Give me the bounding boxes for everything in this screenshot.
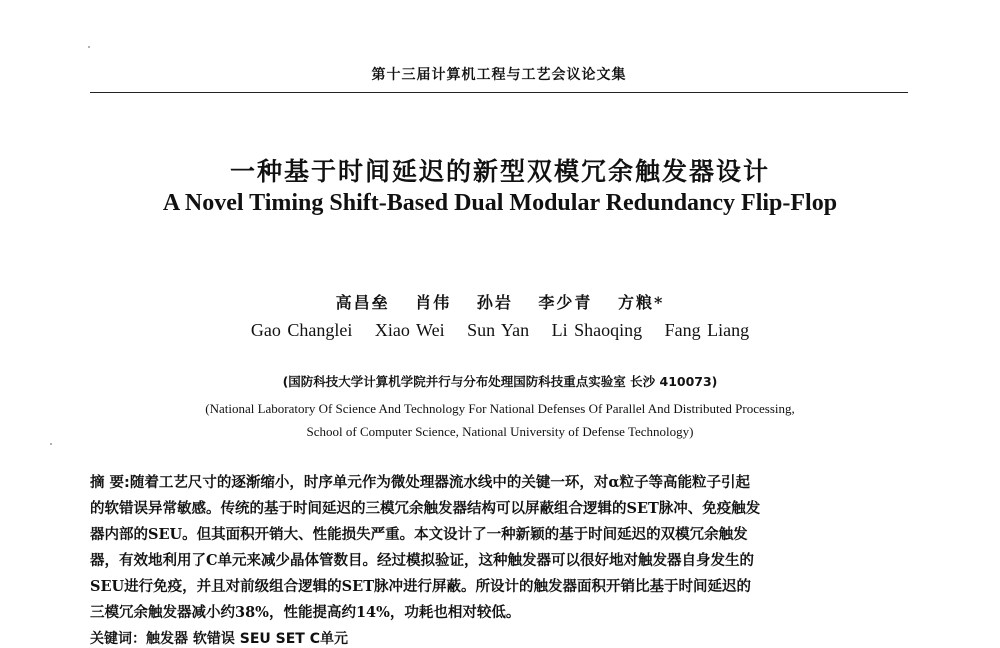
abstract-line: 三模冗余触发器减小约38%，性能提高约14%，功耗也相对较低。 <box>90 604 521 621</box>
abstract-line: 摘 要:随着工艺尺寸的逐渐缩小，时序单元作为微处理器流水线中的关键一环，对α粒子等高能粒子引起 <box>90 474 751 491</box>
authors-english <box>0 320 1000 341</box>
title-english: A Novel Timing Shift-Based Dual Modular Redundancy Flip-Flop <box>162 190 838 216</box>
abstract-line: SEU进行免疫，并且对前级组合逻辑的SET脉冲进行屏蔽。所设计的触发器面积开销比基于时间延迟的 <box>90 578 751 595</box>
scan-speck <box>50 443 52 445</box>
scan-speck <box>88 46 90 48</box>
abstract-label: 摘 要: <box>90 475 130 491</box>
author-name: Gao Changlei <box>250 320 353 340</box>
authors-chinese: 高昌垒 肖伟 孙岩 李少青 方粮* <box>335 293 665 312</box>
author-name: Li Shaoqing <box>551 320 643 340</box>
affiliation-chinese: (国防科技大学计算机学院并行与分布处理国防科技重点实验室 长沙 410073) <box>282 374 718 389</box>
abstract-line: 器内部的SEU。但其面积开销大、性能损失严重。本文设计了一种新颖的基于时间延迟的双模冗余触发 <box>90 526 748 543</box>
abstract-line: 器，有效地利用了C单元来减少晶体管数目。经过模拟验证，这种触发器可以很好地对触发器自身发生的 <box>90 552 755 569</box>
header-rule <box>90 92 908 93</box>
affiliation-english-line-1: (National Laboratory Of Science And Technology For National Defenses Of Parallel And Distributed Processing, <box>205 401 795 416</box>
title-chinese: 一种基于时间延迟的新型双模冗余触发器设计 <box>229 157 770 186</box>
running-header: 第十三届计算机工程与工艺会议论文集 <box>371 67 627 83</box>
author-name: Sun Yan <box>467 320 530 340</box>
affiliation-english-line-2: School of Computer Science, National University of Defense Technology) <box>306 424 694 439</box>
author-name: Fang Liang <box>664 320 750 340</box>
keywords-line-cropped: 关键词：触发器 软错误 SEU SET C单元 <box>90 631 348 647</box>
author-name: Xiao Wei <box>374 320 445 340</box>
abstract-line: 的软错误异常敏感。传统的基于时间延迟的三模冗余触发器结构可以屏蔽组合逻辑的SET脉冲、免疫触发 <box>90 500 761 517</box>
abstract <box>90 470 908 626</box>
